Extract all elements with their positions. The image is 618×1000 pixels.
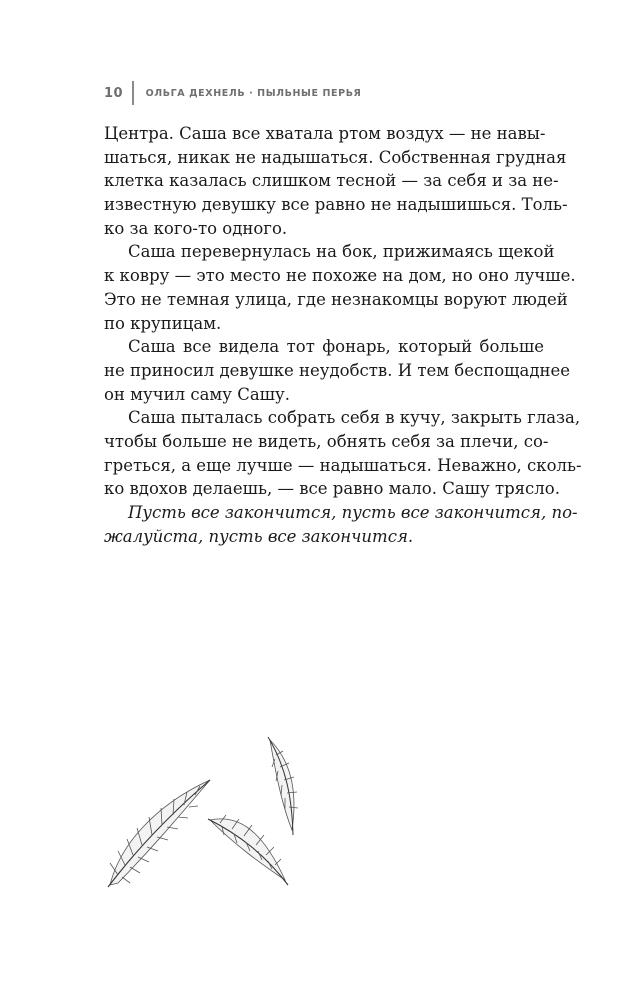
text-line: Это не темная улица, где незнакомцы воруют людей [104,289,568,309]
body-text [104,122,582,548]
text-line: он мучил саму Сашу. [104,384,290,404]
small-feather-icon [268,737,298,835]
medium-feather-icon [208,815,288,885]
text-line: по крупицам. [104,313,222,333]
text-line: шаться, никак не надышаться. Собственная грудная [104,147,567,167]
header-divider [132,81,134,105]
text-line: греться, а еще лучше — надышаться. Неважно, сколь- [104,455,582,475]
text-line: чтобы больше не видеть, обнять себя за плечи, со- [104,431,549,451]
text-line: Центра. Саша все хватала ртом воздух — не навы- [104,124,546,143]
italic-paragraph-line: Пусть все закончится, пусть все закончится, по- [128,503,578,522]
text-line: к ковру — это место не похоже на дом, но оно лучше. [104,266,576,286]
running-title: ОЛЬГА ДЕХНЕЛЬ · ПЫЛЬНЫЕ ПЕРЬЯ [145,87,362,99]
text-line: клетка казалась слишком тесной — за себя и за не- [104,171,559,191]
text-line: не приносил девушке неудобств. И тем беспощаднее [104,360,571,380]
text-line: ко за кого-то одного. [104,218,288,238]
running-header [104,80,361,106]
large-feather-icon [108,780,210,887]
page-number: 10 [104,85,124,101]
italic-paragraph-line: жалуйста, пусть все закончится. [104,526,414,546]
text-line: ко вдохов делаешь, — все равно мало. Сашу трясло. [104,479,560,499]
text-line: известную девушку все равно не надышишься. Толь- [104,195,568,215]
paragraph-start-line: Саша пыталась собрать себя в кучу, закрыть глаза, [128,408,581,428]
paragraph-start-line: Саша перевернулась на бок, прижимаясь щекой [128,242,555,262]
paragraph-start-line: Саша все видела тот фонарь, который больше [128,337,544,357]
feathers-illustration [100,735,320,895]
